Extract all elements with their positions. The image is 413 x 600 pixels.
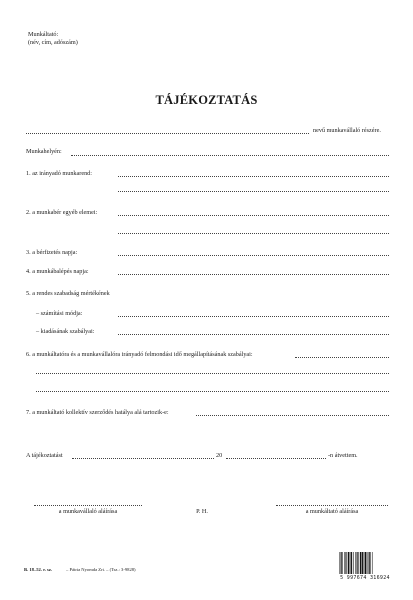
item-3-label: 3. a bérfizetés napja: [26, 249, 78, 256]
item-5a-label: – számítási módja: [36, 310, 83, 317]
notice-label: A tájékoztatást [26, 452, 63, 459]
item-1-field-a[interactable] [118, 176, 389, 177]
item-4-field[interactable] [118, 274, 389, 275]
publisher-imprint: – Pátria Nyomda Zrt. – (Tsz.: 3-9828) [66, 567, 136, 572]
item-1-field-b[interactable] [118, 191, 389, 192]
item-5-label: 5. a rendes szabadság mértékének [26, 290, 110, 297]
employee-signature-label: a munkavállaló aláírása [58, 508, 118, 515]
stamp-label: P. H. [196, 508, 208, 515]
employer-signature-line[interactable] [276, 505, 388, 506]
item-5b-label: – kiadásának szabályai: [36, 328, 95, 335]
employee-signature-line[interactable] [34, 505, 142, 506]
item-6-field-b[interactable] [36, 373, 389, 374]
employee-suffix: nevű munkavállaló részére. [313, 127, 381, 134]
barcode-bars-icon [339, 552, 391, 574]
notice-place-field[interactable] [72, 458, 214, 459]
barcode-number: 5 997674 316924 [340, 575, 390, 581]
employer-signature-label: a munkáltató aláírása [305, 508, 359, 515]
employer-sublabel: (név, cím, adószám) [28, 39, 78, 46]
year-prefix: 20 [216, 452, 223, 459]
item-6-field-c[interactable] [36, 391, 389, 392]
item-5b-field[interactable] [118, 334, 389, 335]
notice-date-field[interactable] [226, 458, 326, 459]
item-6-field-a[interactable] [295, 357, 389, 358]
barcode [339, 552, 391, 582]
document-title: TÁJÉKOZTATÁS [155, 93, 258, 107]
item-2-label: 2. a munkabér egyéb elemei: [26, 209, 98, 216]
item-2-field-b[interactable] [118, 233, 389, 234]
item-4-label: 4. a munkábalépés napja: [26, 268, 89, 275]
employer-label: Munkáltató: [28, 31, 59, 38]
item-6-label: 6. a munkáltatóra és a munkavállalóra irányadó felmondási idő megállapításának szabályai: [26, 351, 253, 358]
item-7-field[interactable] [196, 415, 389, 416]
item-7-label: 7. a munkáltató kollektív szerződés hatálya alá tartozik-e: [26, 409, 169, 416]
item-2-field-a[interactable] [118, 215, 389, 216]
form-code: B. 18–52. r. sz. [24, 567, 53, 572]
workplace-field[interactable] [71, 155, 389, 156]
item-3-field[interactable] [118, 255, 389, 256]
workplace-label: Munkahelyén: [26, 148, 62, 155]
received-suffix: -n átvettem. [328, 452, 358, 459]
item-5a-field[interactable] [118, 316, 389, 317]
item-1-label: 1. az irányadó munkarend: [26, 170, 92, 177]
employee-name-field[interactable] [26, 133, 309, 134]
